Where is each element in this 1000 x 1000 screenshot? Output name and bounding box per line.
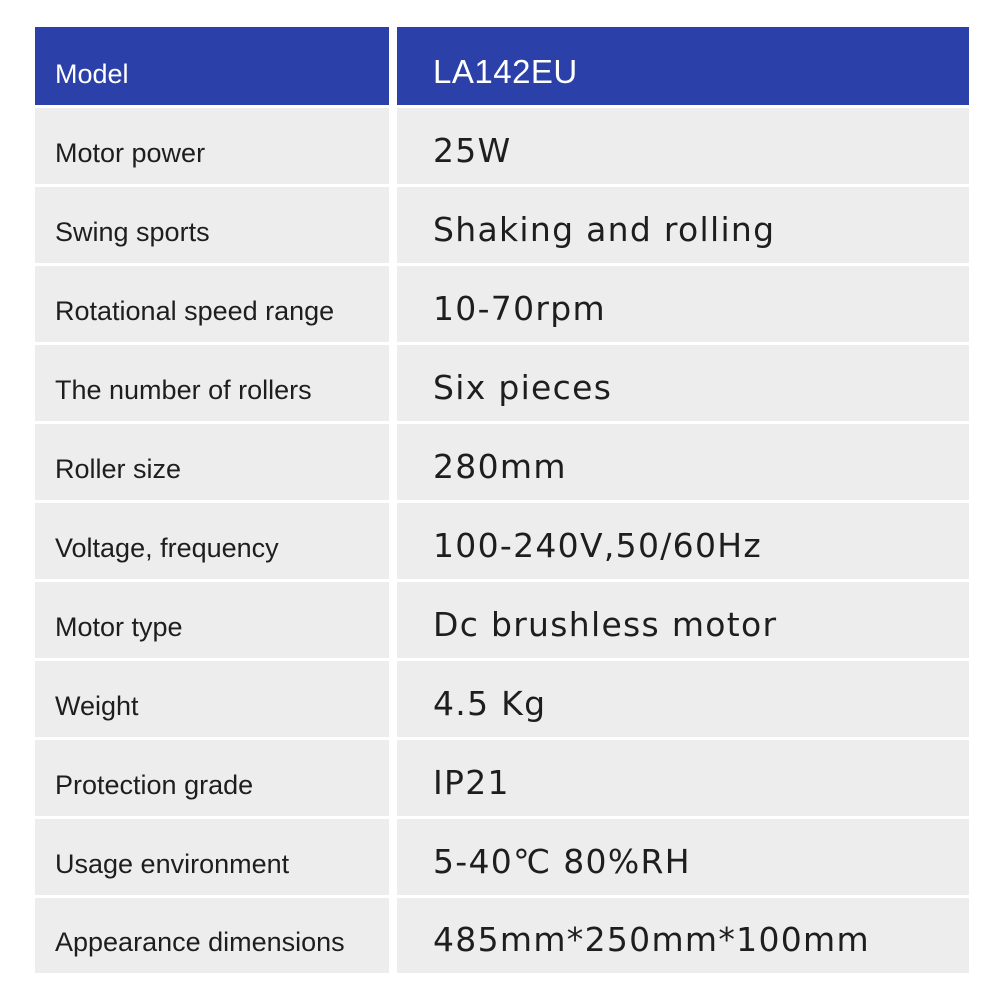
row-label: Protection grade bbox=[35, 740, 389, 816]
row-value: 100-240V,50/60Hz bbox=[397, 503, 969, 579]
row-label: Appearance dimensions bbox=[35, 898, 389, 973]
row-label: The number of rollers bbox=[35, 345, 389, 421]
row-value: 10-70rpm bbox=[397, 266, 969, 342]
row-value: 5-40℃ 80%RH bbox=[397, 819, 969, 895]
row-label: Roller size bbox=[35, 424, 389, 500]
row-value: Shaking and rolling bbox=[397, 187, 969, 263]
row-value: IP21 bbox=[397, 740, 969, 816]
header-label-cell: Model bbox=[35, 27, 389, 105]
row-value: 485mm*250mm*100mm bbox=[397, 898, 969, 973]
row-value: 25W bbox=[397, 108, 969, 184]
row-value: Six pieces bbox=[397, 345, 969, 421]
row-value: 4.5 Kg bbox=[397, 661, 969, 737]
row-value: Dc brushless motor bbox=[397, 582, 969, 658]
row-label: Usage environment bbox=[35, 819, 389, 895]
row-value: 280mm bbox=[397, 424, 969, 500]
spec-table bbox=[35, 27, 969, 973]
row-label: Motor type bbox=[35, 582, 389, 658]
row-label: Voltage, frequency bbox=[35, 503, 389, 579]
row-label: Swing sports bbox=[35, 187, 389, 263]
row-label: Weight bbox=[35, 661, 389, 737]
row-label: Rotational speed range bbox=[35, 266, 389, 342]
header-value-cell: LA142EU bbox=[397, 27, 969, 105]
row-label: Motor power bbox=[35, 108, 389, 184]
